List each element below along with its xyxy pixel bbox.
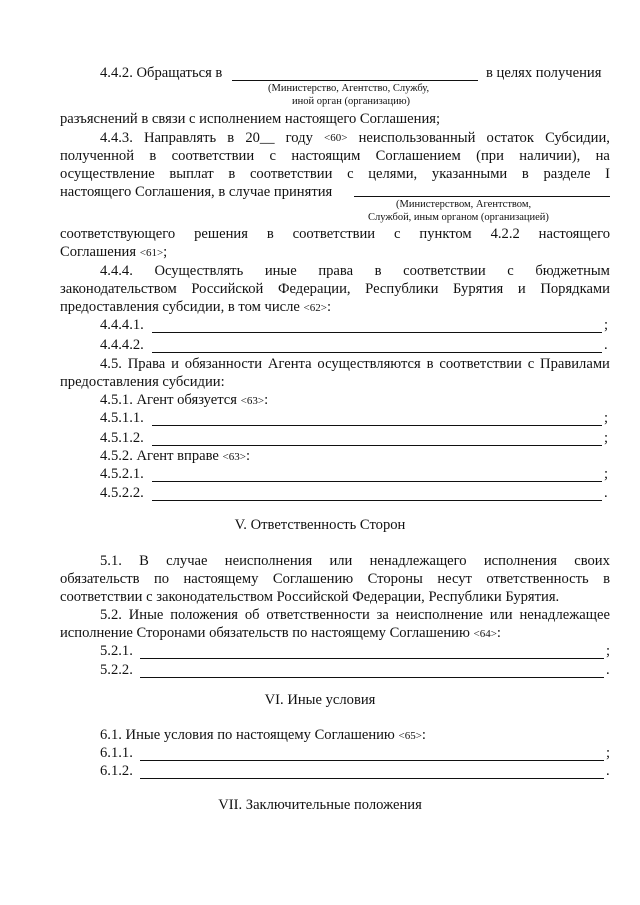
p444-line-1: 4.4.4. Осуществлять иные права в соответствии с бюджетным: [100, 263, 610, 279]
p51-line-1: 5.1. В случае неисполнения или ненадлежащего исполнения своих: [100, 553, 610, 569]
p443-caption-1: (Министерством, Агентством,: [396, 199, 532, 210]
p442-blank[interactable]: [232, 80, 478, 81]
item-612-label: 6.1.2.: [100, 763, 133, 779]
p444-line-2: законодательством Российской Федерации, Республики Бурятия и Порядками: [60, 281, 610, 297]
p61-line: 6.1. Иные условия по настоящему Соглашению <65>:: [100, 727, 426, 743]
section-6-title: VI. Иные условия: [264, 692, 376, 708]
item-4441-end: ;: [604, 317, 609, 333]
p442-continuation: разъяснений в связи с исполнением настоящего Соглашения;: [60, 111, 441, 127]
item-4512-end: ;: [604, 430, 609, 446]
item-4442-blank[interactable]: [152, 352, 602, 353]
p442-caption-1: (Министерство, Агентство, Службу,: [268, 83, 430, 94]
item-611-end: ;: [606, 745, 611, 761]
item-4442-end: .: [604, 337, 608, 353]
item-4522-blank[interactable]: [152, 500, 602, 501]
p451-heading: 4.5.1. Агент обязуется <63>:: [100, 392, 269, 408]
item-4442-label: 4.4.4.2.: [100, 337, 144, 353]
p52-line-2: исполнение Сторонами обязательств по настоящему Соглашению <64>:: [60, 625, 501, 641]
item-4521-label: 4.5.2.1.: [100, 466, 144, 482]
p452-heading: 4.5.2. Агент вправе <63>:: [100, 448, 251, 464]
item-4521-blank[interactable]: [152, 481, 602, 482]
item-612-end: .: [606, 763, 610, 779]
p443-line-3: осуществление выплат в соответствии с целями, указанными в разделе I: [60, 166, 610, 182]
item-612-blank[interactable]: [140, 778, 604, 779]
item-522-label: 5.2.2.: [100, 662, 133, 678]
item-4522-end: .: [604, 485, 608, 501]
item-521-label: 5.2.1.: [100, 643, 133, 659]
p52-line-1: 5.2. Иные положения об ответственности за неисполнение или ненадлежащее: [100, 607, 610, 623]
p444-line-3: предоставления субсидии, в том числе <62>:: [60, 299, 332, 315]
p442-lead: 4.4.2. Обращаться в: [100, 65, 223, 81]
item-4511-end: ;: [604, 410, 609, 426]
p443-line-1: 4.4.3. Направлять в 20__ году <60> неиспользованный остаток Субсидии,: [100, 130, 610, 146]
item-611-label: 6.1.1.: [100, 745, 133, 761]
item-4522-label: 4.5.2.2.: [100, 485, 144, 501]
p443-caption-2: Службой, иным органом (организацией): [368, 212, 549, 223]
item-521-end: ;: [606, 643, 611, 659]
item-4441-label: 4.4.4.1.: [100, 317, 144, 333]
p443-line-5: соответствующего решения в соответствии с пунктом 4.2.2 настоящего: [60, 226, 610, 242]
p51-line-3: соответствии с законодательством Российской Федерации, Республики Бурятия.: [60, 589, 560, 605]
item-4511-label: 4.5.1.1.: [100, 410, 144, 426]
p443-line-2: полученной в соответствии с настоящим Соглашением (при наличии), на: [60, 148, 610, 164]
item-522-blank[interactable]: [140, 677, 604, 678]
p45-line-2: предоставления субсидии:: [60, 374, 225, 390]
item-522-end: .: [606, 662, 610, 678]
item-611-blank[interactable]: [140, 760, 604, 761]
section-7-title: VII. Заключительные положения: [218, 797, 422, 813]
p51-line-2: обязательств по настоящему Соглашению Стороны несут ответственность в: [60, 571, 610, 587]
item-521-blank[interactable]: [140, 658, 604, 659]
item-4512-blank[interactable]: [152, 445, 602, 446]
item-4512-label: 4.5.1.2.: [100, 430, 144, 446]
p443-line-6: Соглашения <61>;: [60, 244, 168, 260]
p443-blank[interactable]: [354, 196, 610, 197]
item-4441-blank[interactable]: [152, 332, 602, 333]
item-4511-blank[interactable]: [152, 425, 602, 426]
section-5-title: V. Ответственность Сторон: [234, 517, 406, 533]
item-4521-end: ;: [604, 466, 609, 482]
p442-tail: в целях получения: [486, 65, 602, 81]
p443-line-4: настоящего Соглашения, в случае принятия: [60, 184, 333, 200]
p45-line-1: 4.5. Права и обязанности Агента осуществляются в соответствии с Правилами: [100, 356, 610, 372]
p442-caption-2: иной орган (организацию): [292, 96, 411, 107]
